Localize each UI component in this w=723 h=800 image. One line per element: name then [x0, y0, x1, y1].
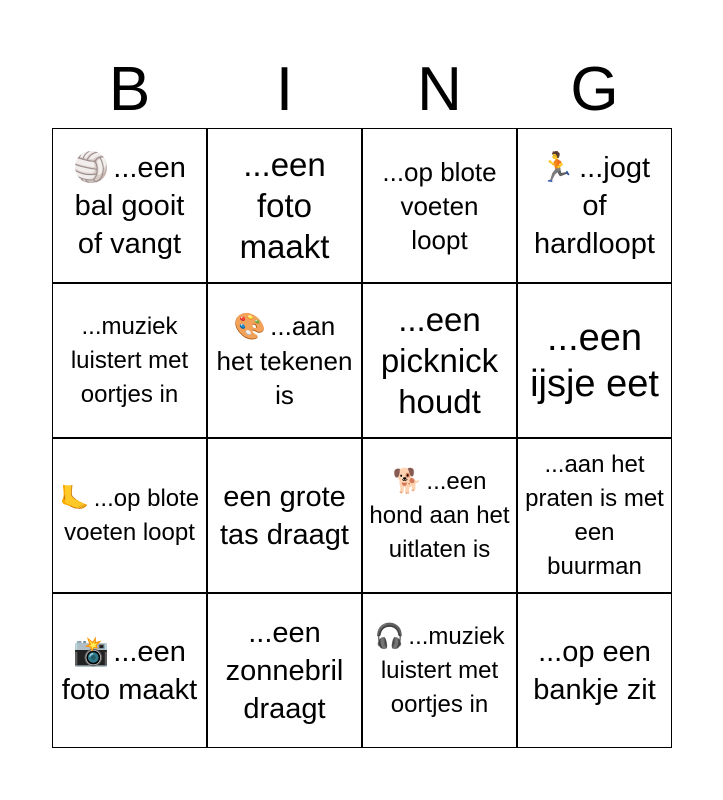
cell-text: ...een zonnebril draagt [225, 616, 344, 725]
cell-text: ...een foto maakt [61, 636, 198, 706]
dog-icon: 🐕 [392, 467, 423, 495]
cell-text: ...aan het tekenen is [216, 311, 353, 410]
header-letter-n: N [417, 55, 462, 124]
bingo-cell[interactable] [362, 128, 517, 283]
cell-content [214, 309, 355, 412]
volleyball-icon: 🏐 [73, 150, 110, 184]
cell-text: ...op blote voeten loopt [64, 485, 200, 546]
cell-text: ...op blote voeten loopt [382, 156, 497, 255]
bingo-cell[interactable] [517, 438, 672, 593]
bingo-cell[interactable] [207, 128, 362, 283]
cell-content [214, 144, 355, 267]
cell-text: ...op een bankje zit [533, 635, 656, 706]
camera-icon: 📸 [73, 634, 110, 668]
cell-text: ...een ijsje eet [530, 316, 659, 405]
bingo-grid [52, 128, 672, 748]
cell-content [369, 464, 510, 567]
header-letter-g: G [570, 55, 619, 124]
cell-content [524, 633, 665, 709]
bingo-cell[interactable] [207, 283, 362, 438]
runner-icon: 🏃 [538, 150, 576, 184]
cell-content [524, 315, 665, 407]
bingo-cell[interactable] [207, 593, 362, 748]
cell-content [369, 619, 510, 722]
bingo-cell[interactable] [52, 593, 207, 748]
cell-text: ...muziek luistert met oortjes in [380, 623, 505, 718]
cell-content [214, 614, 355, 728]
cell-text: ...een foto maakt [239, 146, 330, 265]
bingo-cell[interactable] [52, 283, 207, 438]
headphones-icon: 🎧 [374, 622, 405, 650]
cell-content [524, 148, 665, 263]
bingo-cell[interactable] [207, 438, 362, 593]
cell-text: ...muziek luistert met oortjes in [70, 312, 189, 408]
cell-content [524, 448, 665, 584]
cell-content [369, 299, 510, 422]
cell-text: ...aan het praten is met een buurman [525, 450, 664, 580]
cell-text: een grote tas draagt [220, 480, 349, 551]
bingo-cell[interactable] [517, 593, 672, 748]
bingo-cell[interactable] [362, 283, 517, 438]
bingo-cell[interactable] [517, 128, 672, 283]
header-letter-b: B [108, 55, 151, 124]
cell-text: ...een bal gooit of vangt [74, 152, 186, 260]
cell-content [214, 478, 355, 554]
bingo-cell[interactable] [517, 283, 672, 438]
cell-content [59, 148, 200, 263]
cell-text: ...een picknick houdt [380, 301, 499, 420]
palette-icon: 🎨 [233, 312, 267, 342]
bingo-cell[interactable] [362, 438, 517, 593]
cell-text: ...jogt of hardloopt [534, 152, 655, 260]
cell-content [59, 632, 200, 709]
cell-content [369, 155, 510, 257]
cell-content [59, 481, 200, 550]
header-letter-i: I [275, 55, 294, 124]
cell-text: ...een hond aan het uitlaten is [369, 468, 510, 563]
cell-content [59, 310, 200, 412]
bingo-header [52, 52, 672, 128]
bingo-cell[interactable] [52, 128, 207, 283]
bingo-cell[interactable] [52, 438, 207, 593]
foot-icon: 🦶 [59, 484, 90, 512]
bingo-cell[interactable] [362, 593, 517, 748]
